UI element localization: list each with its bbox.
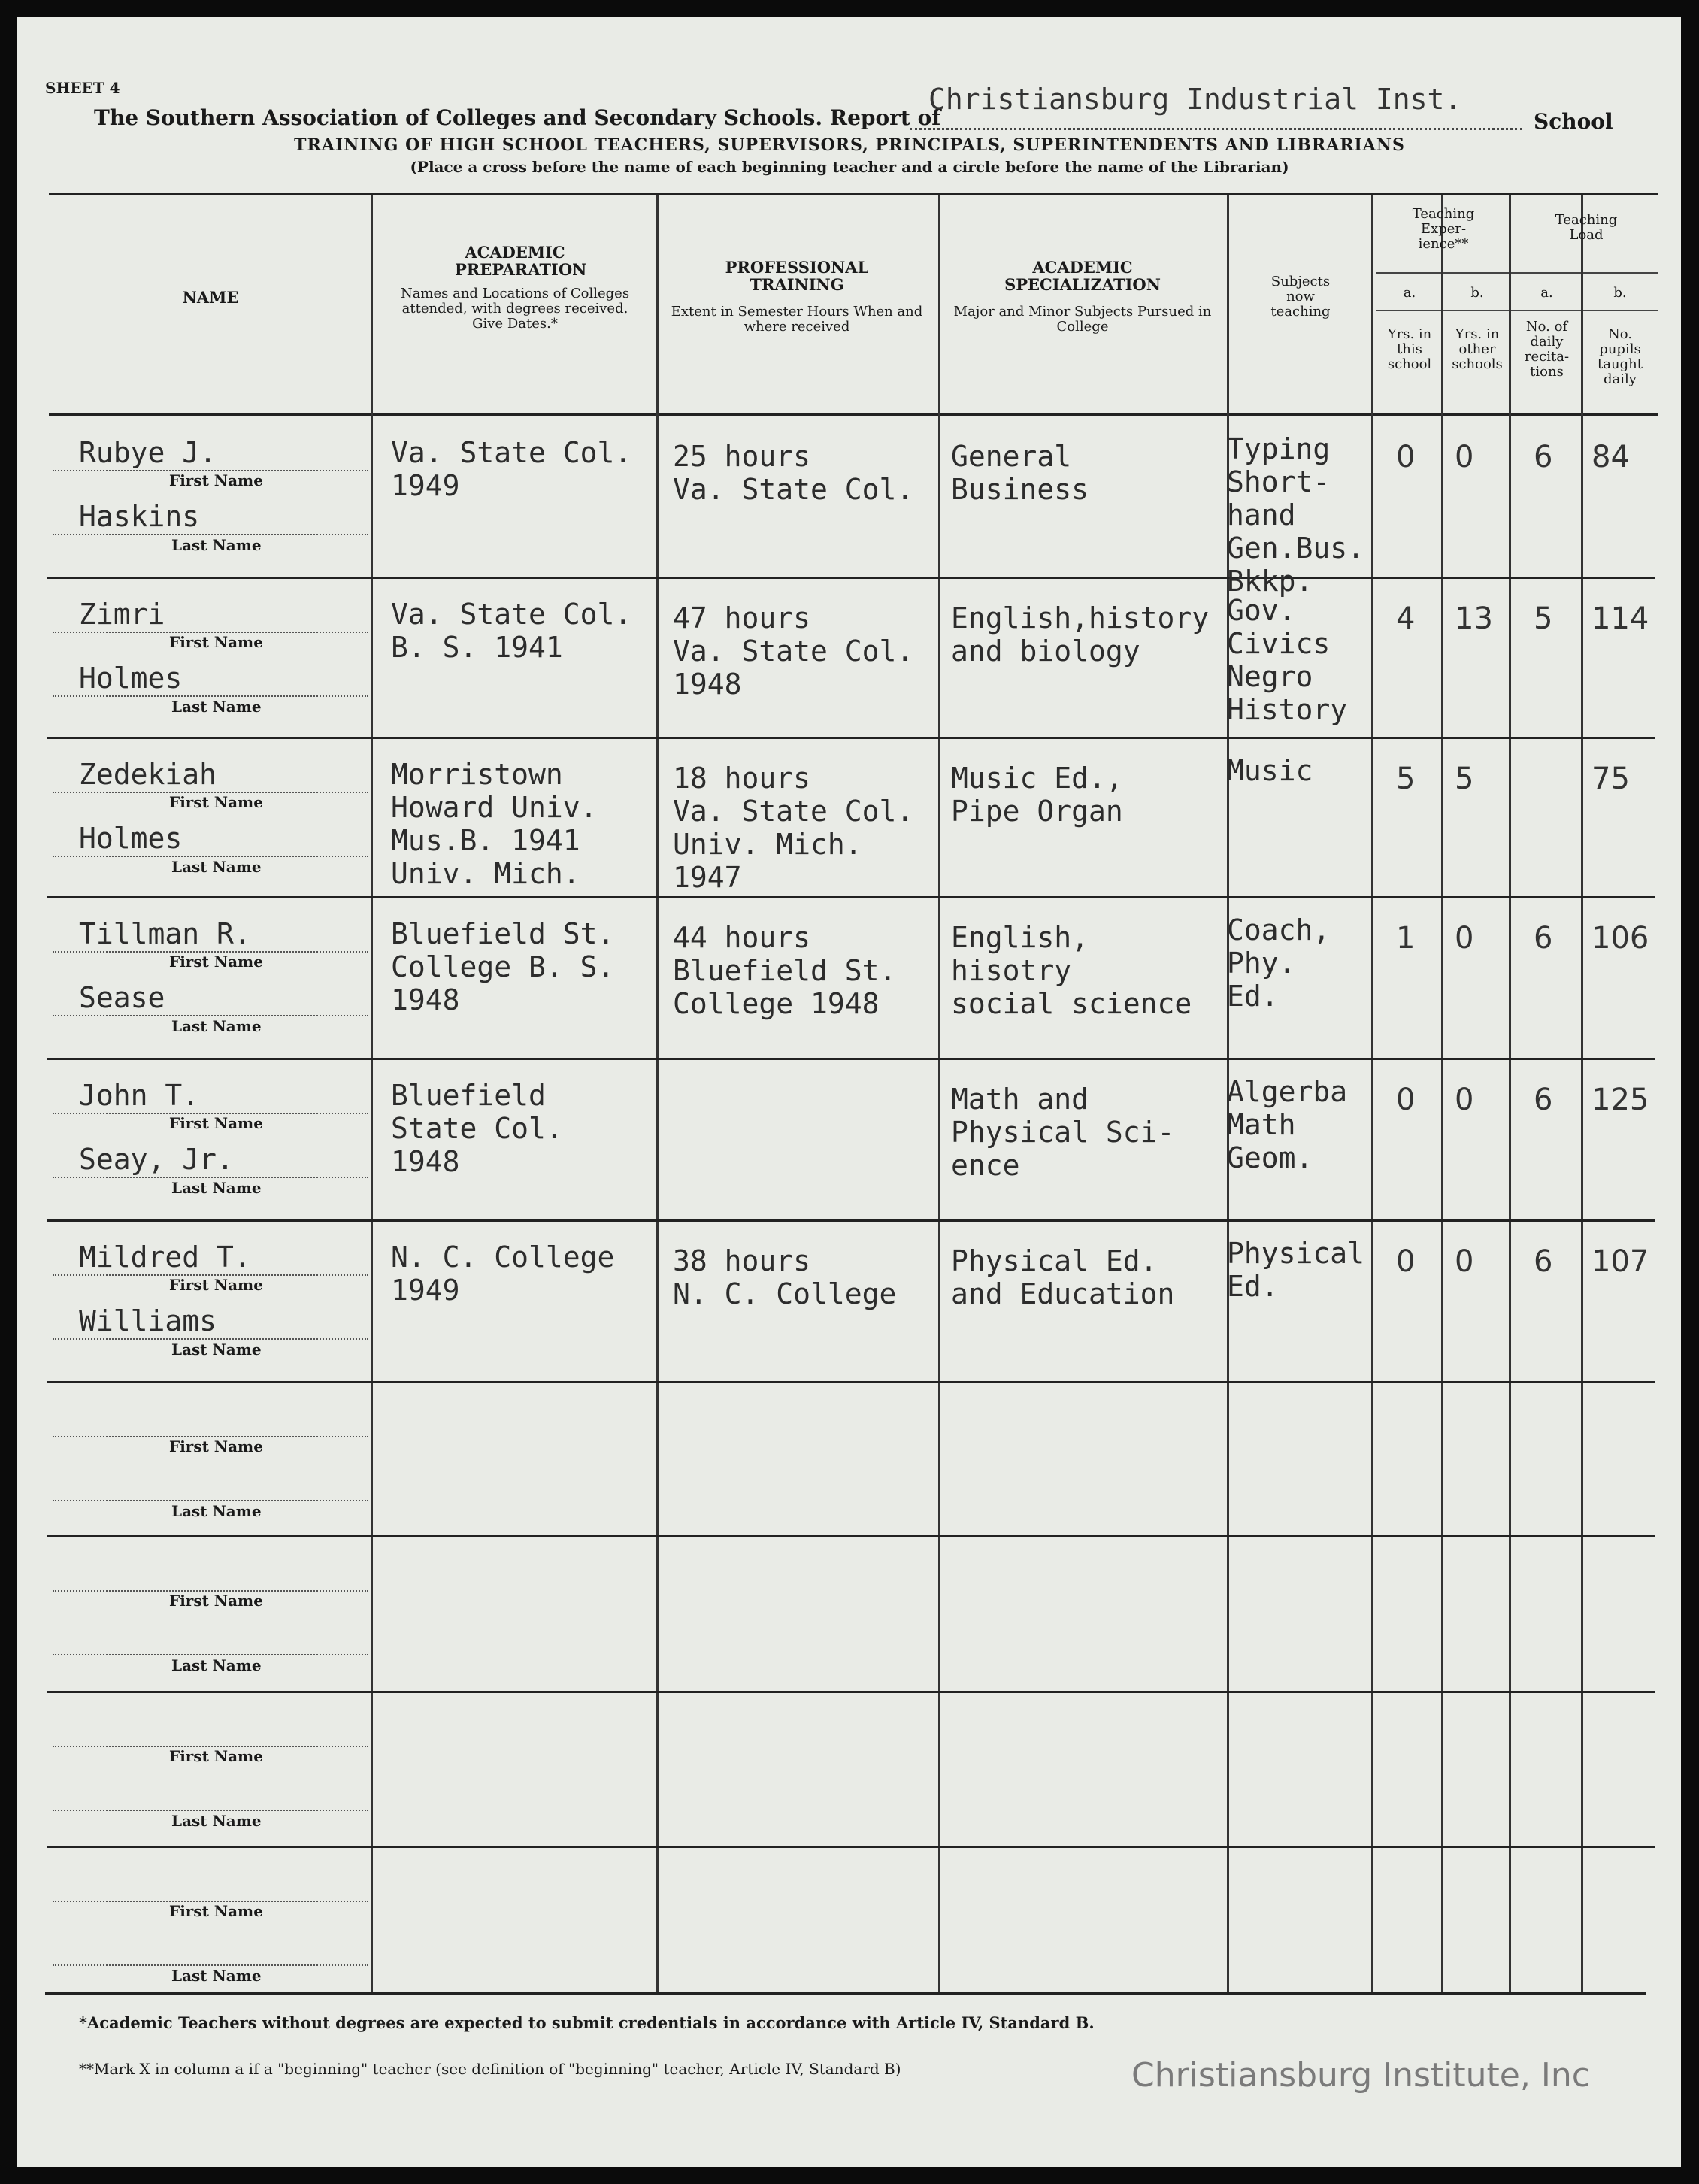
last-name-line [53, 1500, 368, 1501]
row-divider [47, 1058, 1655, 1060]
col-exp-b-label: b. [1470, 285, 1484, 301]
row-divider [47, 1381, 1655, 1383]
teacher-last-name: Williams [79, 1304, 217, 1337]
academic-preparation: Va. State Col. B. S. 1941 [391, 598, 632, 664]
professional-training: 47 hours Va. State Col. 1948 [673, 601, 914, 701]
pupils-daily: 125 [1591, 1083, 1649, 1117]
school-name-line [910, 128, 1522, 130]
exp-this-school: 4 [1396, 601, 1416, 636]
last-name-label: Last Name [171, 1340, 262, 1359]
first-name-label: First Name [169, 1592, 263, 1610]
col-load-a-desc: No. of daily recita- tions [1524, 319, 1570, 380]
last-name-line [53, 695, 368, 697]
col-divider-6 [1441, 195, 1443, 1992]
row-divider [47, 1219, 1655, 1222]
col-load-b-label: b. [1613, 285, 1627, 301]
col-specialization-header: ACADEMIC SPECIALIZATION Major and Minor Subjects Pursued in College [953, 258, 1212, 335]
exp-other-schools: 0 [1455, 440, 1474, 474]
exp-this-school: 5 [1396, 762, 1416, 796]
exp-other-schools: 5 [1455, 762, 1474, 796]
first-name-label: First Name [169, 1902, 263, 1920]
last-name-line [53, 1177, 368, 1178]
row-divider [47, 577, 1655, 579]
subheader-line-1 [1376, 272, 1658, 274]
academic-specialization: English, hisotry social science [951, 921, 1192, 1020]
daily-recitations: 6 [1534, 440, 1553, 474]
last-name-label: Last Name [171, 698, 262, 716]
subjects-teaching: Music [1227, 754, 1313, 787]
professional-training: 25 hours Va. State Col. [673, 440, 914, 506]
pupils-daily: 114 [1591, 601, 1649, 636]
academic-preparation: Bluefield St. College B. S. 1948 [391, 917, 615, 1016]
teacher-first-name: Tillman R. [79, 917, 251, 950]
last-name-label: Last Name [171, 1656, 262, 1674]
first-name-label: First Name [169, 1747, 263, 1765]
professional-training: 18 hours Va. State Col. Univ. Mich. 1947 [673, 762, 914, 894]
exp-other-schools: 0 [1455, 1083, 1474, 1117]
first-name-label: First Name [169, 471, 263, 489]
teacher-last-name: Seay, Jr. [79, 1143, 234, 1176]
teacher-last-name: Holmes [79, 662, 183, 695]
teacher-last-name: Holmes [79, 822, 183, 855]
col-divider-2 [656, 195, 659, 1992]
exp-this-school: 0 [1396, 440, 1416, 474]
last-name-label: Last Name [171, 1017, 262, 1035]
teacher-last-name: Sease [79, 981, 165, 1014]
last-name-line [53, 1964, 368, 1966]
school-label: School [1534, 109, 1613, 134]
last-name-line [53, 534, 368, 535]
footnote-beginning: **Mark X in column a if a "beginning" teacher (see definition of "beginning" teacher, Article IV, Standard B) [79, 2060, 901, 2078]
exp-this-school: 0 [1396, 1083, 1416, 1117]
teacher-first-name: Zimri [79, 598, 165, 631]
first-name-label: First Name [169, 953, 263, 971]
pupils-daily: 106 [1591, 921, 1649, 956]
form-title: The Southern Association of Colleges and Secondary Schools. Report of [94, 105, 941, 130]
teacher-first-name: Rubye J. [79, 436, 217, 469]
header-bottom-border [49, 413, 1658, 416]
last-name-label: Last Name [171, 858, 262, 876]
row-divider [47, 1846, 1655, 1848]
last-name-label: Last Name [171, 1967, 262, 1985]
academic-specialization: Music Ed., Pipe Organ [951, 762, 1123, 828]
subjects-teaching: Physical Ed. [1227, 1237, 1365, 1303]
col-subjects-header: Subjects now teaching [1270, 274, 1331, 320]
col-load-a-label: a. [1540, 285, 1553, 301]
exp-other-schools: 0 [1455, 921, 1474, 956]
row-divider [47, 737, 1655, 739]
table-bottom-border [45, 1992, 1646, 1995]
teacher-last-name: Haskins [79, 500, 200, 533]
teacher-first-name: Zedekiah [79, 758, 217, 791]
daily-recitations: 6 [1534, 1244, 1553, 1279]
professional-training: 38 hours N. C. College [673, 1244, 897, 1310]
watermark: Christiansburg Institute, Inc [1131, 2056, 1590, 2095]
col-academic-header: ACADEMIC PREPARATION Names and Locations of Colleges attended, with degrees received. Give Dates.* [400, 243, 630, 332]
first-name-label: First Name [169, 1276, 263, 1294]
last-name-label: Last Name [171, 1179, 262, 1197]
col-exp-a-label: a. [1403, 285, 1416, 301]
subjects-teaching: Coach, Phy. Ed. [1227, 913, 1331, 1013]
professional-training: 44 hours Bluefield St. College 1948 [673, 921, 897, 1020]
col-exp-b-desc: Yrs. in other schools [1452, 326, 1503, 372]
subjects-teaching: Algerba Math Geom. [1227, 1075, 1348, 1174]
col-exp-a-desc: Yrs. in this school [1387, 326, 1432, 372]
academic-specialization: English,history and biology [951, 601, 1210, 668]
academic-specialization: Math and Physical Sci- ence [951, 1083, 1175, 1182]
row-divider [47, 1691, 1655, 1693]
daily-recitations: 5 [1534, 601, 1553, 636]
last-name-line [53, 1015, 368, 1016]
col-name-header: NAME [182, 288, 239, 307]
col-load-header: Teaching Load [1555, 212, 1618, 243]
pupils-daily: 75 [1591, 762, 1630, 796]
exp-this-school: 0 [1396, 1244, 1416, 1279]
last-name-line [53, 1810, 368, 1811]
footnote-degrees: *Academic Teachers without degrees are expected to submit credentials in accordance with Article IV, Standard B. [79, 2013, 1095, 2032]
academic-specialization: General Business [951, 440, 1089, 506]
academic-preparation: Bluefield State Col. 1948 [391, 1079, 563, 1178]
first-name-label: First Name [169, 793, 263, 811]
subjects-teaching: Gov. Civics Negro History [1227, 594, 1348, 726]
academic-specialization: Physical Ed. and Education [951, 1244, 1175, 1310]
col-divider-5 [1371, 195, 1373, 1992]
sheet-number: SHEET 4 [45, 79, 120, 97]
col-divider-8 [1581, 195, 1583, 1992]
teacher-first-name: John T. [79, 1079, 200, 1112]
col-professional-header: PROFESSIONAL TRAINING Extent in Semester Hours When and where received [671, 258, 923, 335]
last-name-line [53, 856, 368, 857]
last-name-line [53, 1338, 368, 1340]
col-divider-3 [938, 195, 940, 1992]
academic-preparation: Va. State Col. 1949 [391, 436, 632, 502]
pupils-daily: 107 [1591, 1244, 1649, 1279]
row-divider [47, 896, 1655, 898]
form-instructions: (Place a cross before the name of each beginning teacher and a circle before the name of the Librarian) [410, 158, 1289, 176]
pupils-daily: 84 [1591, 440, 1630, 474]
exp-this-school: 1 [1396, 921, 1416, 956]
first-name-label: First Name [169, 1437, 263, 1455]
row-divider [47, 1535, 1655, 1537]
academic-preparation: N. C. College 1949 [391, 1240, 615, 1307]
col-experience-header: Teaching Exper- ience** [1412, 206, 1475, 252]
school-name: Christiansburg Industrial Inst. [928, 83, 1462, 116]
last-name-label: Last Name [171, 536, 262, 554]
subheader-line-2 [1376, 310, 1658, 311]
first-name-label: First Name [169, 633, 263, 651]
daily-recitations: 6 [1534, 1083, 1553, 1117]
academic-preparation: Morristown Howard Univ. Mus.B. 1941 Univ. Mich. [391, 758, 598, 890]
col-divider-7 [1509, 195, 1511, 1992]
subjects-teaching: Typing Short- hand Gen.Bus. Bkkp. [1227, 432, 1365, 598]
first-name-label: First Name [169, 1114, 263, 1132]
last-name-line [53, 1654, 368, 1655]
col-divider-1 [371, 195, 373, 1992]
table-top-border [49, 193, 1658, 195]
col-load-b-desc: No. pupils taught daily [1598, 326, 1643, 387]
last-name-label: Last Name [171, 1502, 262, 1520]
exp-other-schools: 0 [1455, 1244, 1474, 1279]
exp-other-schools: 13 [1455, 601, 1493, 636]
teacher-first-name: Mildred T. [79, 1240, 251, 1274]
form-subtitle: TRAINING OF HIGH SCHOOL TEACHERS, SUPERVISORS, PRINCIPALS, SUPERINTENDENTS AND LIBRARIANS [294, 135, 1405, 155]
daily-recitations: 6 [1534, 921, 1553, 956]
last-name-label: Last Name [171, 1812, 262, 1830]
